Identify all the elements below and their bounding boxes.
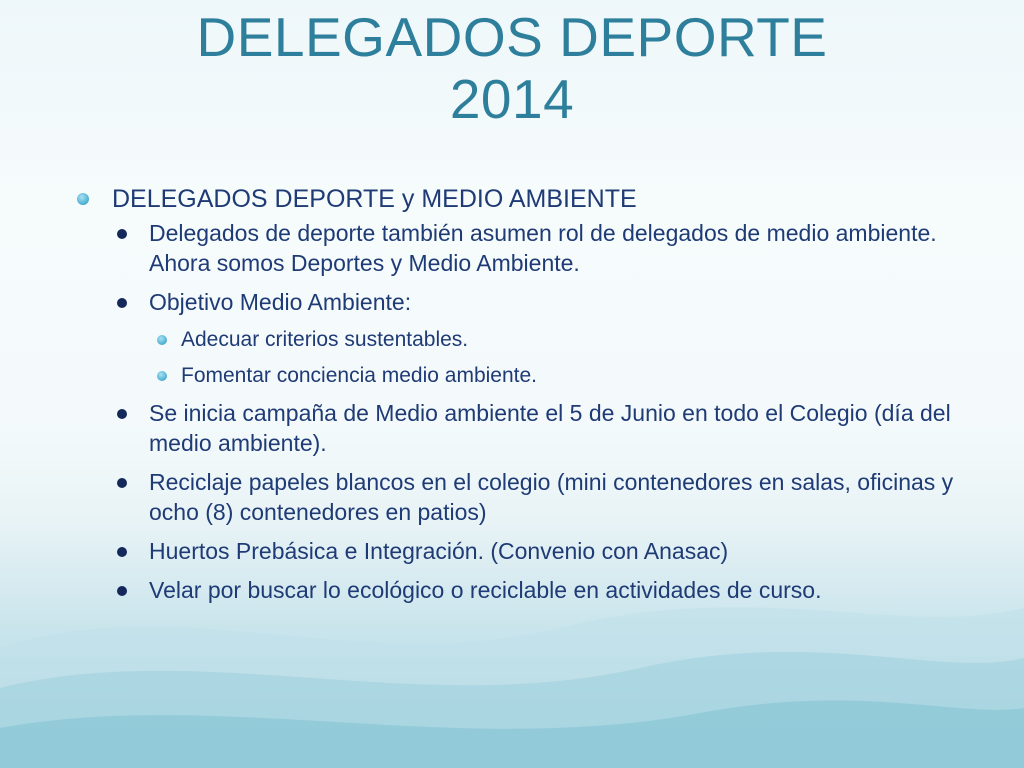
list-item-heading [75, 182, 955, 216]
bullet-icon [157, 335, 167, 345]
list-item-text: Delegados de deporte también asumen rol de delegados de medio ambiente. Ahora somos Deportes y Medio Ambiente. [149, 220, 937, 276]
list-item [75, 287, 955, 317]
list-item [75, 536, 955, 566]
list-item [75, 398, 955, 458]
slide-title [0, 6, 1024, 130]
heading-text: DELEGADOS DEPORTE y MEDIO AMBIENTE [112, 185, 637, 213]
title-line-2: 2014 [449, 68, 575, 130]
bullet-icon [117, 547, 127, 557]
list-item-text: Reciclaje papeles blancos en el colegio (mini contenedores en salas, oficinas y ocho (8) contenedores en patios) [149, 469, 954, 525]
bullet-icon [117, 478, 127, 488]
bullet-icon [117, 298, 127, 308]
bullet-icon [157, 371, 167, 381]
bullet-icon [117, 586, 127, 596]
bullet-list [75, 182, 955, 614]
sub-list-item-text: Adecuar criterios sustentables. [181, 328, 469, 351]
sub-list-item-text: Fomentar conciencia medio ambiente. [181, 364, 538, 387]
bullet-icon [117, 229, 127, 239]
list-item [75, 575, 955, 605]
sub-list-item [75, 362, 955, 390]
title-line-1: DELEGADOS DEPORTE [196, 6, 828, 68]
sub-list-item [75, 326, 955, 354]
list-item-text: Huertos Prebásica e Integración. (Convenio con Anasac) [149, 538, 729, 564]
list-item-text: Se inicia campaña de Medio ambiente el 5 de Junio en todo el Colegio (día del medio ambiente). [149, 400, 951, 456]
list-item [75, 218, 955, 278]
list-item [75, 467, 955, 527]
list-item-text: Velar por buscar lo ecológico o reciclable en actividades de curso. [149, 577, 822, 603]
list-item-text: Objetivo Medio Ambiente: [149, 289, 412, 315]
bullet-icon [117, 409, 127, 419]
bullet-icon [77, 193, 89, 205]
